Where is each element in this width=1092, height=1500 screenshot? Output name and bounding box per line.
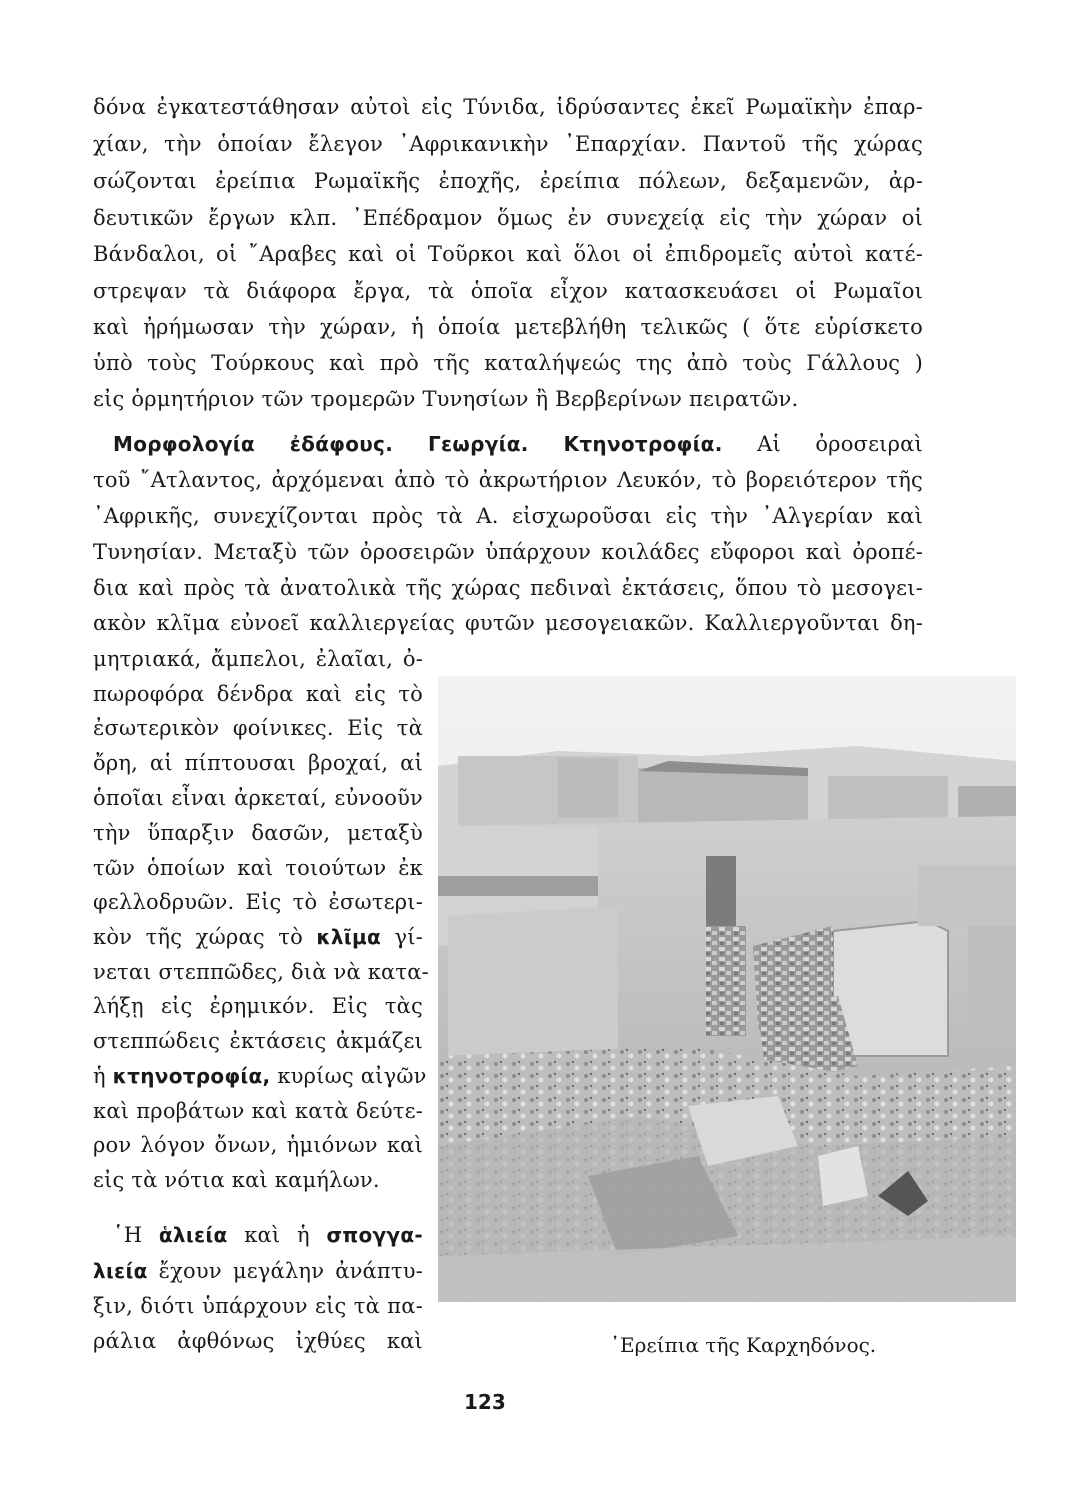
keyword: λιεία [93, 1259, 148, 1283]
text-line: δόνα ἐγκατεστάθησαν αὐτοὶ εἰς Τύνιδα, ἱδρύσαντες ἐκεῖ Ρωμαϊκὴν ἐπαρ- [93, 95, 923, 119]
text-line: καὶ προβάτων καὶ κατὰ δεύτε- [93, 1099, 423, 1123]
text-line: σώζονται ἐρείπια Ρωμαϊκῆς ἐποχῆς, ἐρείπια πόλεων, δεξαμενῶν, ἀρ- [93, 169, 923, 193]
text-line: πωροφόρα δένδρα καὶ εἰς τὸ [93, 682, 423, 706]
text-span: Αἱ ὀροσειραὶ [722, 432, 923, 456]
text-line: ρον λόγον ὄνων, ἡμιόνων καὶ [93, 1133, 423, 1157]
text-line: τῶν ὁποίων καὶ τοιούτων ἐκ [93, 856, 423, 880]
page-number: 123 [464, 1390, 506, 1414]
text-line: ακὸν κλῖμα εὐνοεῖ καλλιεργείας φυτῶν μεσογειακῶν. Καλλιεργοῦνται δη- [93, 611, 923, 635]
figure-caption: ᾿Ερείπια τῆς Καρχηδόνος. [610, 1333, 877, 1357]
text-line: Βάνδαλοι, οἱ ῎Αραβες καὶ οἱ Τοῦρκοι καὶ ὅλοι οἱ ἐπιδρομεῖς αὐτοὶ κατέ- [93, 242, 923, 266]
keyword: κτηνοτροφία, [112, 1064, 271, 1088]
text-line: εἰς ὁρμητήριον τῶν τρομερῶν Τυνησίων ἢ Βερβερίνων πειρατῶν. [93, 387, 799, 411]
text-line: στεππώδεις ἐκτάσεις ἀκμάζει [93, 1029, 423, 1053]
text-line: νεται στεππῶδες, διὰ νὰ κατα- [93, 960, 429, 984]
ruins-photograph [438, 676, 1016, 1302]
text-line: τοῦ ῎Ατλαντος, ἀρχόμεναι ἀπὸ τὸ ἀκρωτήριον Λευκόν, τὸ βορειότερον τῆς [93, 468, 923, 492]
text-span: καὶ ἡ [227, 1223, 327, 1247]
text-line: ἐσωτερικὸν φοίνικες. Εἰς τὰ [93, 716, 423, 740]
text-line: καὶ ἠρήμωσαν τὴν χώραν, ἡ ὁποία μετεβλήθη τελικῶς ( ὅτε εὑρίσκετο [93, 315, 923, 339]
keyword: σπογγα- [326, 1223, 423, 1247]
text-span: ἡ [93, 1064, 113, 1088]
text-line: ᾿Αφρικῆς, συνεχίζονται πρὸς τὰ Α. εἰσχωροῦσαι εἰς τὴν ᾿Αλγερίαν καὶ [93, 504, 923, 528]
text-line: δευτικῶν ἔργων κλπ. ᾿Επέδραμον ὅμως ἐν συνεχείᾳ εἰς τὴν χώραν οἱ [93, 206, 923, 230]
text-line: χίαν, τὴν ὁποίαν ἔλεγον ᾿Αφρικανικὴν ᾿Επαρχίαν. Παντοῦ τῆς χώρας [93, 132, 923, 156]
section-heading: Μορφολογία ἐδάφους. Γεωργία. Κτηνοτροφία. [113, 432, 723, 456]
text-line: ὁποῖαι εἶναι ἀρκεταί, εὐνοοῦν [93, 786, 423, 810]
text-span: ἔχουν μεγάλην ἀνάπτυ- [147, 1259, 423, 1283]
text-line [93, 922, 423, 952]
text-line: ξιν, διότι ὑπάρχουν εἰς τὰ πα- [93, 1294, 423, 1318]
text-span: κυρίως αἰγῶν [270, 1064, 427, 1088]
text-line: ὄρη, αἱ πίπτουσαι βροχαί, αἱ [93, 751, 423, 775]
text-line: μητριακά, ἄμπελοι, ἐλαῖαι, ὀ- [93, 647, 423, 671]
text-span: κὸν τῆς χώρας τὸ [93, 925, 317, 949]
text-span: ῾Η [113, 1223, 159, 1247]
text-line: φελλοδρυῶν. Εἰς τὸ ἐσωτερι- [93, 890, 423, 914]
text-line: ράλια ἀφθόνως ἰχθύες καὶ [93, 1329, 423, 1353]
text-line: εἰς τὰ νότια καὶ καμήλων. [93, 1168, 380, 1192]
text-line: Τυνησίαν. Μεταξὺ τῶν ὀροσειρῶν ὑπάρχουν κοιλάδες εὔφοροι καὶ ὀροπέ- [93, 540, 923, 564]
keyword: κλῖμα [316, 925, 382, 949]
text-span: γί- [381, 925, 423, 949]
text-line: τὴν ὕπαρξιν δασῶν, μεταξὺ [93, 821, 423, 845]
text-line: λήξῃ εἰς ἐρημικόν. Εἰς τὰς [93, 994, 423, 1018]
text-line [93, 1061, 427, 1091]
text-line: δια καὶ πρὸς τὰ ἀνατολικὰ τῆς χώρας πεδιναὶ ἐκτάσεις, ὅπου τὸ μεσογει- [93, 576, 923, 600]
keyword: ἁλιεία [158, 1223, 228, 1247]
text-line: στρεψαν τὰ διάφορα ἔργα, τὰ ὁποῖα εἶχον κατασκευάσει οἱ Ρωμαῖοι [93, 279, 923, 303]
section-heading-line [113, 429, 923, 459]
text-line [113, 1220, 423, 1250]
text-line: ὑπὸ τοὺς Τούρκους καὶ πρὸ τῆς καταλήψεώς της ἀπὸ τοὺς Γάλλους ) [93, 351, 923, 375]
text-line [93, 1256, 423, 1286]
